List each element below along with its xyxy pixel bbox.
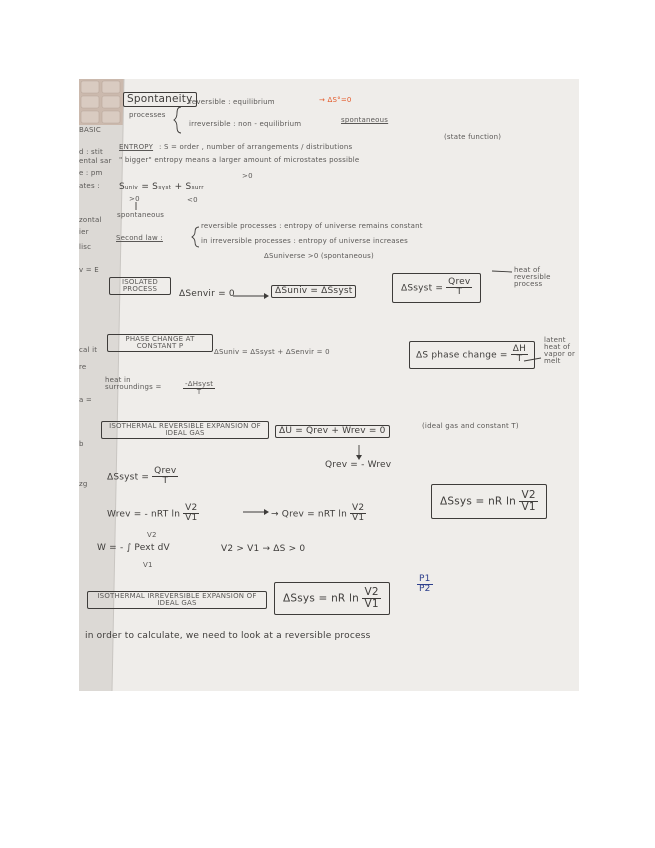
isolated-eq3-fraction	[446, 278, 472, 298]
second-law-line3: ΔSuniverse >0 (spontaneous)	[264, 252, 374, 260]
isolated-eq2-box: ΔSuniv = ΔSsyst	[271, 285, 356, 298]
margin-text: lisc	[79, 243, 92, 251]
second-law-label: Second law :	[116, 234, 163, 242]
qrev-equation: Qrev = - Wrev	[325, 460, 392, 470]
irreversible-dssys-box	[274, 582, 390, 615]
phase-change-eq2-box	[409, 341, 535, 369]
margin-text: zg	[79, 480, 88, 488]
margin-text: b	[79, 440, 84, 448]
qrev2-equation	[271, 504, 366, 524]
wrev-left: Wrev = - nRT ln	[107, 509, 181, 520]
dssyst-equation	[107, 467, 178, 487]
notebook-photo	[79, 79, 579, 691]
irreversible-v-num: V2	[364, 586, 379, 598]
suniv-gt0-left: >0	[129, 195, 140, 203]
pressure-den: P2	[419, 584, 431, 595]
pressure-fraction	[417, 575, 433, 595]
qrev2-den: V1	[352, 513, 365, 524]
heat-surroundings-fraction	[183, 381, 215, 397]
isolated-eq3-box	[392, 273, 481, 303]
work-integral: W = - ∫ Pext dV	[97, 543, 170, 553]
ideal-gas-note: (ideal gas and constant T)	[422, 422, 519, 430]
expansion-conclusion: V2 > V1 → ΔS > 0	[221, 544, 306, 554]
irreversible-dssys-left: ΔSsys = nR ln	[283, 592, 359, 605]
ssyst-lt0: <0	[187, 196, 198, 204]
wrev-num: V2	[185, 503, 198, 513]
margin-text: d : stit	[79, 148, 103, 156]
isolated-process-box: ISOLATED PROCESS	[109, 277, 171, 295]
integral-upper-limit: V2	[147, 531, 157, 539]
qrev2-num: V2	[352, 503, 365, 513]
margin-text: re	[79, 363, 87, 371]
irreversible-line: irreversible : non - equilibrium	[189, 120, 302, 128]
delta-u-box: ΔU = Qrev + Wrev = 0	[275, 425, 390, 438]
margin-text: v = E	[79, 266, 99, 274]
isolated-note: heat of reversible process	[514, 266, 551, 288]
processes-label: processes	[129, 111, 166, 119]
entropy-label: ENTROPY	[119, 143, 154, 151]
phase-change-fraction	[511, 345, 528, 365]
reversible-line: reversible : equilibrium	[189, 98, 275, 106]
dssys-num: V2	[521, 489, 536, 501]
phase-change-eq2-left: ΔS phase change =	[416, 350, 508, 361]
pressure-num: P1	[419, 574, 431, 584]
second-law-line1: reversible processes : entropy of universe remains constant	[201, 222, 423, 230]
qrev2-left: → Qrev = nRT ln	[271, 509, 347, 520]
dssyst-left: ΔSsyst =	[107, 472, 150, 483]
integral-lower-limit: V1	[143, 561, 153, 569]
heat-surroundings-den: T	[196, 388, 202, 397]
entropy-definition: : S = order , number of arrangements / distributions	[159, 143, 353, 151]
dssys-den: V1	[521, 501, 536, 514]
qrev2-fraction	[350, 504, 366, 524]
irreversible-v-fraction	[362, 587, 380, 610]
heat-surroundings-num: -ΔHsyst	[185, 380, 214, 388]
dssyst-num: Qrev	[154, 466, 177, 476]
margin-text: BASIC	[79, 126, 101, 134]
dssyst-den: T	[162, 476, 169, 487]
dssys-left: ΔSsys = nR ln	[440, 495, 516, 508]
suniv-gt0: >0	[242, 172, 253, 180]
spontaneous-label: spontaneous	[117, 211, 165, 219]
second-law-line2: in irreversible processes : entropy of universe increases	[201, 237, 408, 245]
isothermal-reversible-box: ISOTHERMAL REVERSIBLE EXPANSION OF IDEAL GAS	[101, 421, 269, 439]
margin-text: ates :	[79, 182, 100, 190]
isolated-eq1: ΔSenvir = 0	[179, 289, 235, 299]
suniv-equation: Sᵤₙᵢᵥ = Sₛᵧₛₜ + Sₛᵤᵣᵣ	[119, 182, 204, 192]
phase-change-eq1: ΔSuniv = ΔSsyst + ΔSenvir = 0	[214, 348, 330, 356]
margin-text: ier	[79, 228, 89, 236]
irreversible-v-den: V1	[364, 598, 379, 611]
footnote-text: in order to calculate, we need to look at a reversible process	[85, 631, 371, 641]
dssyst-fraction	[152, 467, 178, 487]
state-function-note: (state function)	[444, 133, 502, 141]
wrev-equation	[107, 504, 199, 524]
isolated-eq3-num: Qrev	[448, 277, 471, 287]
dssys-fraction	[519, 490, 537, 513]
phase-change-box: PHASE CHANGE AT CONSTANT P	[107, 334, 213, 352]
phase-change-den: T	[516, 354, 523, 365]
phase-change-note: latent heat of vapor or melt	[544, 336, 576, 365]
reversible-note: → ΔS°=0	[319, 96, 352, 104]
wrev-den: V1	[185, 513, 198, 524]
irreversible-note: spontaneous	[341, 116, 389, 124]
wrev-fraction	[183, 504, 199, 524]
margin-text: zontal	[79, 216, 102, 224]
margin-text: ental sar	[79, 157, 112, 165]
margin-text: a =	[79, 396, 92, 404]
heat-surroundings-label: heat in surroundings =	[105, 376, 162, 391]
isolated-eq3-den: T	[456, 287, 463, 298]
spontaneity-title: Spontaneity	[123, 92, 197, 107]
phase-change-num: ΔH	[512, 344, 527, 354]
isothermal-irreversible-box: ISOTHERMAL IRREVERSIBLE EXPANSION OF IDEAL GAS	[87, 591, 267, 609]
margin-text: e : pm	[79, 169, 103, 177]
entropy-bigger-note: " bigger" entropy means a larger amount of microstates possible	[119, 156, 360, 164]
dssys-box	[431, 484, 547, 519]
margin-text: cal it	[79, 346, 98, 354]
isolated-eq3-left: ΔSsyst =	[401, 283, 444, 294]
